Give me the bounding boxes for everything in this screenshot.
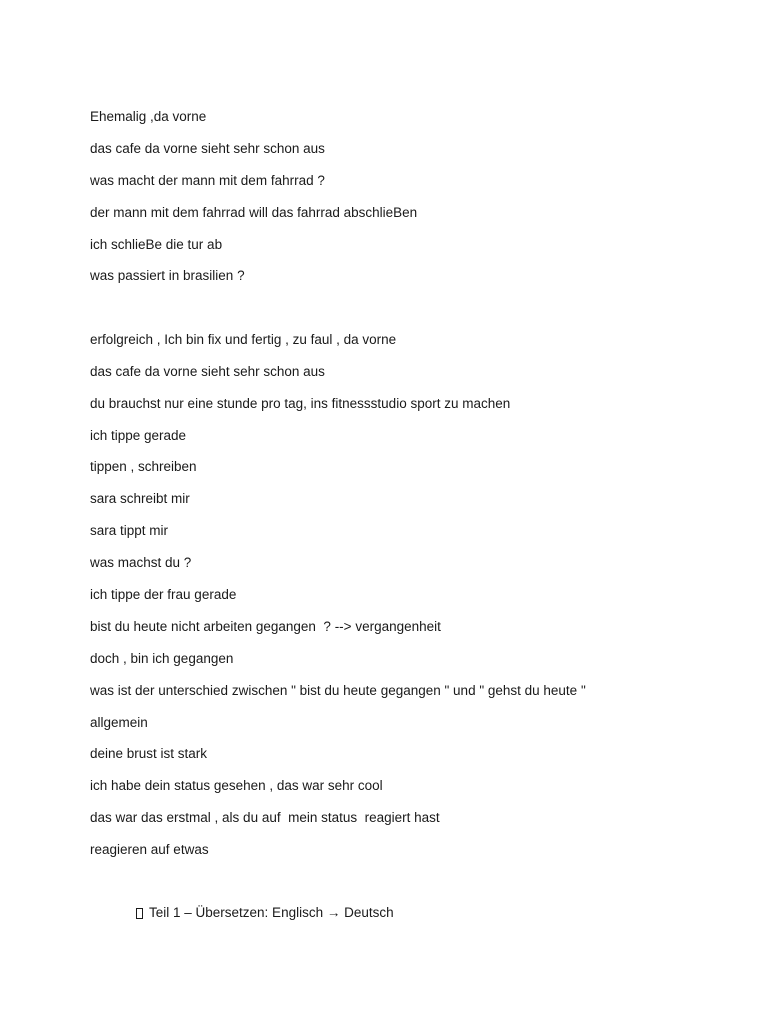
text-line: doch , bin ich gegangen [90,651,234,666]
text-line: was machst du ? [90,555,192,570]
text-line: was macht der mann mit dem fahrrad ? [90,173,325,188]
text-line: ich schlieBe die tur ab [90,237,223,252]
text-line: was passiert in brasilien ? [90,268,245,283]
text-line: bist du heute nicht arbeiten gegangen ? --> vergangenheit [90,619,441,634]
text-line: ich tippe gerade [90,428,187,443]
text-line: der mann mit dem fahrrad will das fahrrad abschlieBen [90,205,418,220]
text-line: das cafe da vorne sieht sehr schon aus [90,364,325,379]
text-line: ich tippe der frau gerade [90,587,237,602]
text-line: reagieren auf etwas [90,842,209,857]
missing-glyph-icon [136,908,143,919]
text-line: das cafe da vorne sieht sehr schon aus [90,141,325,156]
text-line: sara tippt mir [90,523,169,538]
section-heading [136,905,394,921]
text-line: erfolgreich , Ich bin fix und fertig , zu faul , da vorne [90,332,397,347]
text-line: allgemein [90,715,148,730]
text-line: tippen , schreiben [90,459,197,474]
text-line: du brauchst nur eine stunde pro tag, ins fitnessstudio sport zu machen [90,396,511,411]
text-line: Ehemalig ,da vorne [90,109,207,124]
text-line: deine brust ist stark [90,746,208,761]
text-line: das war das erstmal , als du auf mein status reagiert hast [90,810,440,825]
text-line: ich habe dein status gesehen , das war sehr cool [90,778,383,793]
text-line: was ist der unterschied zwischen " bist du heute gegangen " und " gehst du heute " [90,683,586,698]
text-line: sara schreibt mir [90,491,190,506]
section-heading-text: Teil 1 – Übersetzen: Englisch → Deutsch [149,905,394,920]
